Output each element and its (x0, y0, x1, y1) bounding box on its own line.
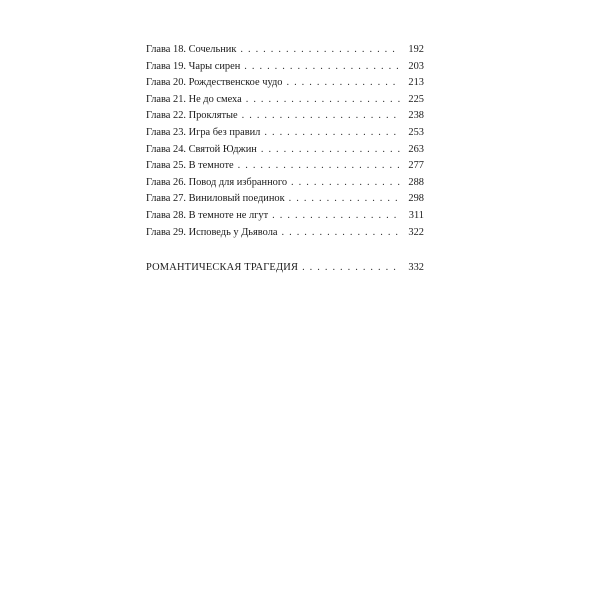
toc-entry-title: Глава 20. Рождественское чудо (146, 77, 283, 89)
toc-entry-chapter-21 (146, 93, 424, 110)
toc-entry-page: 288 (408, 176, 424, 188)
toc-leader-dots (261, 143, 400, 156)
toc-entry-chapter-20 (146, 76, 424, 93)
toc-leader-dots (286, 76, 400, 89)
toc-entry-page: 311 (408, 209, 424, 221)
toc-leader-dots (272, 209, 400, 222)
toc-entry-chapter-18 (146, 43, 424, 60)
toc-leader-dots (291, 176, 400, 189)
toc-entry-title: Глава 23. Игра без правил (146, 126, 261, 138)
toc-entry-chapter-26 (146, 176, 424, 193)
toc-entry-part (146, 261, 424, 278)
toc-entry-page: 213 (408, 77, 424, 89)
toc-entry-title: Глава 22. Проклятые (146, 110, 238, 122)
toc-leader-dots (244, 60, 400, 73)
toc-leader-dots (246, 93, 400, 106)
toc-entry-chapter-24 (146, 143, 424, 160)
toc-entry-title: Глава 25. В темноте (146, 160, 234, 172)
toc-entry-title: Глава 29. Исповедь у Дьявола (146, 226, 278, 238)
toc-entry-page: 298 (408, 193, 424, 205)
toc-section-gap (146, 242, 424, 261)
toc-entry-chapter-28 (146, 209, 424, 226)
toc-leader-dots (240, 43, 400, 56)
toc-entry-title: Глава 27. Виниловый поединок (146, 193, 285, 205)
toc-entry-chapter-27 (146, 192, 424, 209)
toc-part-title: РОМАНТИЧЕСКАЯ ТРАГЕДИЯ (146, 262, 299, 274)
table-of-contents (146, 43, 424, 278)
toc-entry-chapter-29 (146, 226, 424, 243)
toc-entry-page: 203 (408, 60, 424, 72)
toc-leader-dots (242, 109, 400, 122)
toc-leader-dots (282, 226, 401, 239)
toc-entry-page: 238 (408, 110, 424, 122)
toc-entry-title: Глава 18. Сочельник (146, 44, 237, 55)
toc-entry-page: 263 (408, 143, 424, 155)
toc-leader-dots (264, 126, 400, 139)
toc-leader-dots (238, 159, 400, 172)
toc-entry-title: Глава 19. Чары сирен (146, 60, 241, 72)
toc-entry-title: Глава 24. Святой Юджин (146, 143, 257, 155)
toc-entry-chapter-19 (146, 60, 424, 77)
toc-part-page: 332 (408, 262, 424, 274)
toc-entry-chapter-25 (146, 159, 424, 176)
toc-entry-chapter-23 (146, 126, 424, 143)
toc-leader-dots (302, 261, 400, 274)
toc-entry-page: 225 (408, 93, 424, 105)
toc-entry-page: 277 (408, 160, 424, 172)
toc-entry-chapter-22 (146, 109, 424, 126)
toc-entry-page: 192 (408, 44, 424, 55)
toc-entry-page: 253 (408, 126, 424, 138)
toc-entry-title: Глава 26. Повод для избранного (146, 176, 288, 188)
toc-entry-title: Глава 21. Не до смеха (146, 93, 242, 105)
toc-entry-title: Глава 28. В темноте не лгут (146, 209, 269, 221)
toc-leader-dots (289, 192, 400, 205)
toc-entry-page: 322 (408, 226, 424, 238)
